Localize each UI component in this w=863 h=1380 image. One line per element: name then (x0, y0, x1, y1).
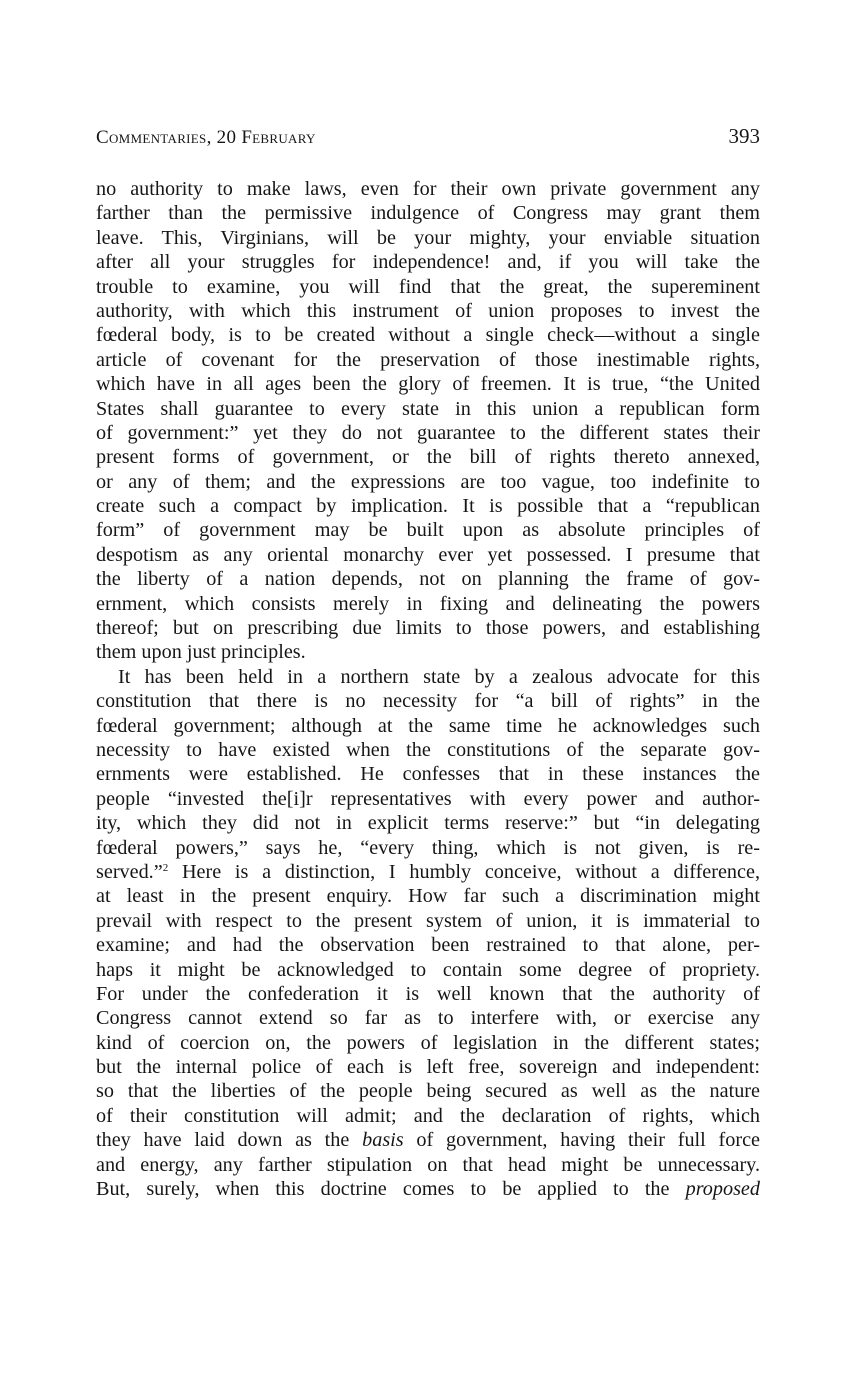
text-line: It has been held in a northern state by a zealous advocate for this (118, 665, 760, 688)
text-line (96, 860, 760, 884)
text-line: examine; and had the observation been restrained to that alone, per- (96, 934, 760, 957)
text-line (96, 1128, 760, 1152)
italic-word: basis (362, 1129, 404, 1152)
text-line: kind of coercion on, the powers of legislation in the different states; (96, 1031, 760, 1054)
text-segment: But, surely, when this doctrine comes to be applied to the (96, 1178, 686, 1201)
text-line: necessity to have existed when the constitutions of the separate gov- (96, 738, 760, 761)
text-line: them upon just principles. (96, 641, 306, 664)
text-line: people “invested the[i]r representatives with every power and author- (96, 787, 760, 810)
text-line: farther than the permissive indulgence of Congress may grant them (96, 202, 760, 225)
text-line: create such a compact by implication. It is possible that a “republican (96, 495, 760, 518)
text-line: no authority to make laws, even for their own private government any (96, 178, 760, 200)
running-head-title: Commentaries, 20 February (96, 127, 316, 148)
text-line: of their constitution will admit; and the declaration of rights, which (96, 1104, 760, 1127)
text-segment: Here is a distinction, I humbly conceive, without a difference, (168, 860, 760, 883)
text-line: haps it might be acknowledged to contain some degree of propriety. (96, 958, 760, 981)
text-line: which have in all ages been the glory of freemen. It is true, “the United (96, 373, 760, 396)
text-segment: served.” (96, 860, 163, 883)
text-line: Congress cannot extend so far as to interfere with, or exercise any (96, 1007, 760, 1030)
text-line: or any of them; and the expressions are too vague, too indefinite to (96, 470, 760, 493)
text-segment: they have laid down as the (96, 1129, 363, 1152)
italic-word: proposed (685, 1178, 760, 1201)
text-line: leave. This, Virginians, will be your mighty, your enviable situation (96, 226, 760, 249)
text-line: ernments were established. He confesses that in these instances the (96, 763, 760, 786)
text-line: despotism as any oriental monarchy ever yet possessed. I presume that (96, 543, 760, 566)
text-line: of government:” yet they do not guarantee to the different states their (96, 421, 760, 444)
text-line: after all your struggles for independence! and, if you will take the (96, 251, 760, 274)
text-line: ity, which they did not in explicit terms reserve:” but “in delegating (96, 812, 760, 835)
text-segment: of government, having their full force (403, 1129, 760, 1152)
text-line: States shall guarantee to every state in this union a republican form (96, 397, 760, 420)
text-line: fœderal powers,” says he, “every thing, which is not given, is re- (96, 836, 760, 859)
text-line: the liberty of a nation depends, not on planning the frame of gov- (96, 568, 760, 591)
page-number: 393 (728, 124, 760, 148)
text-line: article of covenant for the preservation of those inestimable rights, (96, 348, 760, 371)
running-head (96, 124, 760, 164)
paragraph-1 (96, 177, 760, 665)
text-line: authority, with which this instrument of union proposes to invest the (96, 299, 760, 322)
text-line: For under the confederation it is well known that the authority of (96, 982, 760, 1005)
text-line: ernment, which consists merely in fixing and delineating the powers (96, 592, 760, 615)
footnote-reference: 2 (162, 861, 169, 874)
document-page (96, 124, 760, 1201)
text-line: prevail with respect to the present system of union, it is immaterial to (96, 909, 760, 932)
text-line: fœderal body, is to be created without a single check—without a single (96, 324, 760, 347)
text-line: but the internal police of each is left free, sovereign and independent: (96, 1056, 760, 1079)
paragraph-2 (96, 665, 760, 1202)
text-line: constitution that there is no necessity for “a bill of rights” in the (96, 690, 760, 713)
text-line: trouble to examine, you will find that the great, the supereminent (96, 275, 760, 298)
text-line: thereof; but on prescribing due limits to those powers, and establishing (96, 617, 760, 640)
text-line: so that the liberties of the people being secured as well as the nature (96, 1080, 760, 1103)
text-line (96, 1177, 760, 1201)
text-line: and energy, any farther stipulation on that head might be unnecessary. (96, 1153, 760, 1176)
body-text (96, 177, 760, 1201)
text-line: fœderal government; although at the same time he acknowledges such (96, 714, 760, 737)
text-line: at least in the present enquiry. How far such a discrimination might (96, 885, 760, 908)
text-line: form” of government may be built upon as absolute principles of (96, 519, 760, 542)
text-line: present forms of government, or the bill of rights thereto annexed, (96, 446, 760, 469)
